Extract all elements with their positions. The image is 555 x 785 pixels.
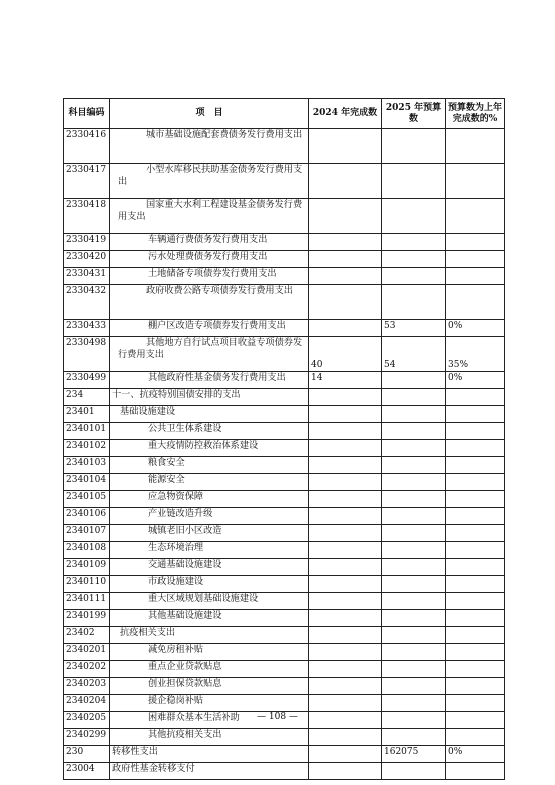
table-row [64,576,505,593]
row-name: 重大疫情防控救治体系建设 [110,440,309,457]
table-row [64,164,505,199]
row-2024-actual [309,610,382,627]
table-row [64,423,505,440]
row-code: 2330431 [64,268,110,285]
row-ratio [446,610,505,627]
row-2025-budget [382,542,446,559]
row-2025-budget [382,474,446,491]
row-2025-budget [382,129,446,164]
row-2025-budget: 53 [382,320,446,337]
row-ratio [446,389,505,406]
row-2024-actual [309,474,382,491]
row-ratio [446,199,505,234]
header-ratio: 预算数为上年完成数的% [446,99,505,129]
row-2024-actual: 40 [309,337,382,372]
row-2024-actual [309,440,382,457]
row-name: 城镇老旧小区改造 [110,525,309,542]
row-ratio: 35% [446,337,505,372]
row-2024-actual [309,268,382,285]
row-2025-budget [382,285,446,320]
table-row [64,661,505,678]
row-ratio [446,763,505,780]
row-code: 2340105 [64,491,110,508]
row-2024-actual [309,285,382,320]
row-name: 政府收费公路专项债券发行费用支出 [110,285,309,320]
row-2024-actual [309,320,382,337]
row-name: 困难群众基本生活补助 [110,712,309,729]
table-row [64,678,505,695]
row-2025-budget [382,644,446,661]
row-ratio [446,268,505,285]
row-ratio [446,593,505,610]
row-code: 2330498 [64,337,110,372]
header-2024-actual: 2024 年完成数 [309,99,382,129]
row-name: 基础设施建设 [110,406,309,423]
table-row [64,729,505,746]
table-row [64,129,505,164]
row-2025-budget [382,372,446,389]
row-code: 23401 [64,406,110,423]
row-ratio [446,661,505,678]
header-name: 项 目 [110,99,309,129]
row-code: 2340103 [64,457,110,474]
row-2024-actual [309,491,382,508]
row-code: 2340204 [64,695,110,712]
row-name: 污水处理费债务发行费用支出 [110,251,309,268]
row-2025-budget [382,234,446,251]
row-code: 2340106 [64,508,110,525]
row-name: 政府性基金转移支付 [110,763,309,780]
row-code: 230 [64,746,110,763]
table-row [64,285,505,320]
row-2024-actual [309,729,382,746]
row-code: 2340104 [64,474,110,491]
table-row [64,389,505,406]
row-2024-actual [309,199,382,234]
row-ratio: 0% [446,372,505,389]
row-name: 公共卫生体系建设 [110,423,309,440]
table-row [64,372,505,389]
row-2025-budget [382,610,446,627]
row-code: 2340202 [64,661,110,678]
row-ratio [446,627,505,644]
row-code: 2330416 [64,129,110,164]
header-2025-budget: 2025 年预算数 [382,99,446,129]
row-2024-actual [309,644,382,661]
table-row [64,474,505,491]
row-name: 其他抗疫相关支出 [110,729,309,746]
table-row [64,199,505,234]
table-row [64,234,505,251]
row-ratio [446,576,505,593]
row-ratio [446,129,505,164]
row-name: 转移性支出 [110,746,309,763]
row-code: 2330418 [64,199,110,234]
budget-table [63,98,505,780]
table-row [64,337,505,372]
row-2025-budget [382,457,446,474]
row-2024-actual [309,678,382,695]
row-code: 23402 [64,627,110,644]
row-name: 土地储备专项债券发行费用支出 [110,268,309,285]
row-name: 十一、抗疫特别国债安排的支出 [110,389,309,406]
row-code: 2330420 [64,251,110,268]
row-name: 重点企业贷款贴息 [110,661,309,678]
row-code: 2330417 [64,164,110,199]
row-ratio [446,542,505,559]
table-row [64,251,505,268]
row-name: 抗疫相关支出 [110,627,309,644]
row-2025-budget [382,627,446,644]
table-row [64,508,505,525]
table-row [64,610,505,627]
row-2024-actual [309,251,382,268]
row-2024-actual [309,406,382,423]
row-2024-actual [309,129,382,164]
row-name: 棚户区改造专项债券发行费用支出 [110,320,309,337]
table-row [64,320,505,337]
row-code: 2340199 [64,610,110,627]
row-name: 粮食安全 [110,457,309,474]
row-2025-budget: 162075 [382,746,446,763]
row-2024-actual [309,695,382,712]
row-ratio [446,559,505,576]
row-2025-budget [382,440,446,457]
row-code: 23004 [64,763,110,780]
page-number: — 108 — [257,712,298,722]
row-name: 城市基础设施配套费债务发行费用支出 [110,129,309,164]
row-code: 2330499 [64,372,110,389]
row-2025-budget [382,251,446,268]
row-name: 车辆通行费债务发行费用支出 [110,234,309,251]
row-2024-actual [309,389,382,406]
row-code: 2340205 [64,712,110,729]
table-row [64,268,505,285]
row-ratio [446,285,505,320]
row-ratio [446,695,505,712]
row-2025-budget [382,406,446,423]
row-name: 产业链改造升级 [110,508,309,525]
row-code: 2340201 [64,644,110,661]
row-code: 2340107 [64,525,110,542]
row-name: 国家重大水利工程建设基金债务发行费用支出 [110,199,309,234]
row-2025-budget [382,268,446,285]
row-2024-actual [309,164,382,199]
table-row [64,559,505,576]
table-row [64,457,505,474]
row-ratio [446,525,505,542]
row-2025-budget [382,729,446,746]
table-row [64,525,505,542]
row-code: 234 [64,389,110,406]
table-row [64,593,505,610]
header-code: 科目编码 [64,99,110,129]
row-name: 小型水库移民扶助基金债务发行费用支出 [110,164,309,199]
row-ratio: 0% [446,320,505,337]
table-row [64,491,505,508]
table-row [64,644,505,661]
table-row [64,406,505,423]
row-2024-actual [309,559,382,576]
row-name: 应急物资保障 [110,491,309,508]
row-2025-budget [382,695,446,712]
row-name: 其他政府性基金债务发行费用支出 [110,372,309,389]
row-2025-budget [382,525,446,542]
row-name: 市政设施建设 [110,576,309,593]
row-code: 2340108 [64,542,110,559]
row-2025-budget [382,576,446,593]
row-2025-budget [382,678,446,695]
row-name: 援企稳岗补贴 [110,695,309,712]
row-2024-actual [309,423,382,440]
row-ratio [446,406,505,423]
row-code: 2340111 [64,593,110,610]
row-ratio [446,508,505,525]
row-ratio [446,234,505,251]
row-2025-budget [382,559,446,576]
row-2025-budget [382,491,446,508]
row-2024-actual [309,525,382,542]
row-name: 能源安全 [110,474,309,491]
row-2024-actual [309,234,382,251]
row-2025-budget: 54 [382,337,446,372]
row-ratio [446,491,505,508]
row-ratio [446,164,505,199]
row-name: 其他地方自行试点项目收益专项债券发行费用支出 [110,337,309,372]
row-2024-actual [309,746,382,763]
row-name: 减免房租补贴 [110,644,309,661]
row-name: 生态环境治理 [110,542,309,559]
table-row [64,542,505,559]
row-ratio [446,474,505,491]
row-2025-budget [382,508,446,525]
row-2024-actual [309,661,382,678]
row-2024-actual: 14 [309,372,382,389]
table-header-row [64,99,505,129]
row-code: 2340110 [64,576,110,593]
row-code: 2340101 [64,423,110,440]
row-ratio: 0% [446,746,505,763]
row-2024-actual [309,576,382,593]
table-row [64,440,505,457]
row-code: 2330432 [64,285,110,320]
row-code: 2330419 [64,234,110,251]
row-2024-actual [309,627,382,644]
row-name: 创业担保贷款贴息 [110,678,309,695]
row-2025-budget [382,164,446,199]
row-2025-budget [382,661,446,678]
table-body [64,129,505,780]
row-code: 2340102 [64,440,110,457]
row-ratio [446,644,505,661]
table-row [64,627,505,644]
table-row [64,746,505,763]
row-ratio [446,457,505,474]
row-2025-budget [382,763,446,780]
table-row [64,763,505,780]
row-name: 其他基础设施建设 [110,610,309,627]
row-2025-budget [382,199,446,234]
row-2024-actual [309,457,382,474]
row-code: 2340109 [64,559,110,576]
row-2025-budget [382,593,446,610]
row-2024-actual [309,542,382,559]
row-2024-actual [309,763,382,780]
row-code: 2330433 [64,320,110,337]
row-ratio [446,678,505,695]
row-code: 2340203 [64,678,110,695]
row-ratio [446,440,505,457]
row-2024-actual [309,593,382,610]
row-ratio [446,729,505,746]
row-name: 交通基础设施建设 [110,559,309,576]
row-ratio [446,423,505,440]
row-2024-actual [309,508,382,525]
row-2025-budget [382,389,446,406]
row-code: 2340299 [64,729,110,746]
table-row [64,695,505,712]
row-2025-budget [382,423,446,440]
row-ratio [446,251,505,268]
row-name: 重大区域规划基础设施建设 [110,593,309,610]
